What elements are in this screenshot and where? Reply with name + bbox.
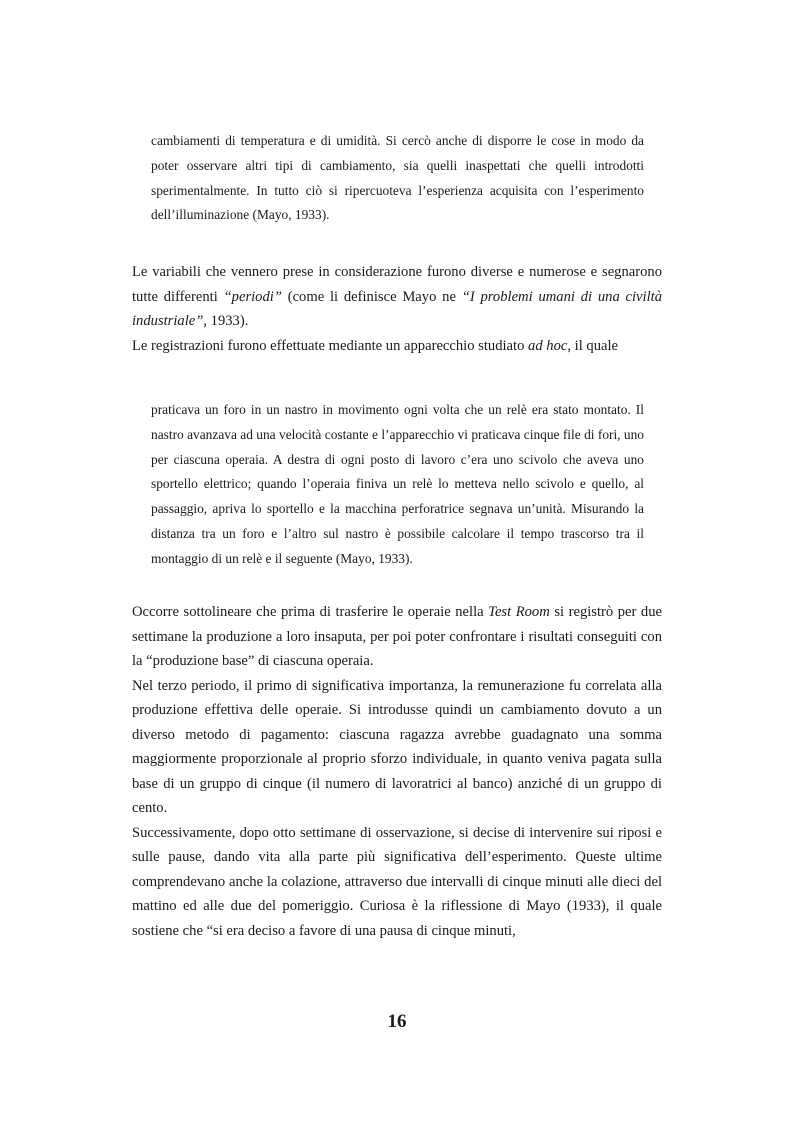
paragraph-variabili-text-3: , 1933). (203, 313, 249, 329)
paragraph-variabili (132, 260, 662, 334)
emphasis-test-room: Test Room (488, 604, 550, 620)
body-section-2 (132, 600, 662, 943)
emphasis-periodi: “periodi” (223, 288, 282, 305)
paragraph-successivamente: Successivamente, dopo otto settimane di osservazione, si decise di intervenire sui riposi e sulle pause, dando vita alla parte più significativa dell’esperimento. Queste ultime comprendevano anche la colazione, attraverso due intervalli di cinque minuti alle dieci del mattino ed alle due del pomeriggio. Curiosa è la riflessione di Mayo (1933), il quale sostiene che “si era deciso a favore di una pausa di cinque minuti, (132, 824, 662, 939)
paragraph-registrazioni-text-1: Le registrazioni furono effettuate mediante un apparecchio studiato (132, 337, 529, 354)
body-section-1 (132, 260, 662, 358)
quote-1-text: cambiamenti di temperatura e di umidità. Si cercò anche di disporre le cose in modo da poter osservare altri tipi di cambiamento, sia quelli inaspettati che quelli introdotti sperimentalmente. In tutto ciò si ripercuoteva l’esperienza acquisita con l’esperimento dell’illuminazione (Mayo, 1933). (151, 133, 644, 223)
block-quote-2 (151, 398, 644, 572)
paragraph-test-room (132, 600, 662, 674)
paragraph-test-room-text-2: si registrò per due settimane la produzione a loro insaputa, per poi poter confrontare i risultati conseguiti con la “produzione base” di ciascuna operaia. (132, 604, 662, 669)
quote-2-text: praticava un foro in un nastro in movimento ogni volta che un relè era stato montato. Il nastro avanzava ad una velocità costante e l’apparecchio vi praticava cinque file di fori, uno per ciascuna operaia. A destra di ogni posto di lavoro c’era uno scivolo che aveva uno sportello elettrico; quando l’operaia finiva un relè lo metteva nello scivolo e quello, al passaggio, apriva lo sportello e la macchina perforatrice segnava un’unità. Misurando la distanza tra un foro e l’altro sul nastro è possibile calcolare il tempo trascorso tra il montaggio di un relè e il seguente (Mayo, 1933). (151, 402, 644, 566)
emphasis-ad-hoc: ad hoc (528, 337, 568, 354)
paragraph-variabili-text-1: Le variabili che vennero prese in considerazione furono diverse e numerose e segnarono tutte differenti (132, 264, 662, 305)
paragraph-test-room-text-1: Occorre sottolineare che prima di trasferire le operaie nella (132, 604, 489, 620)
paragraph-terzo-periodo: Nel terzo periodo, il primo di significativa importanza, la remunerazione fu correlata alla produzione effettiva delle operaie. Si introdusse quindi un cambiamento dovuto a un diverso metodo di pagamento: ciascuna ragazza avrebbe guadagnato una somma maggiormente proporzionale al proprio sforzo individuale, in quanto veniva pagata sulla base di un gruppo di cinque (il numero di lavoratrici al banco) anziché di un gruppo di cento. (132, 677, 662, 816)
emphasis-book-title: “I problemi umani di una civiltà industriale” (132, 288, 662, 329)
paragraph-registrazioni (132, 334, 662, 359)
paragraph-registrazioni-text-2: , il quale (567, 337, 619, 354)
paragraph-variabili-text-2: (come li definisce Mayo ne (281, 288, 462, 305)
page-number: 16 (387, 1011, 407, 1032)
block-quote-1 (151, 129, 644, 228)
